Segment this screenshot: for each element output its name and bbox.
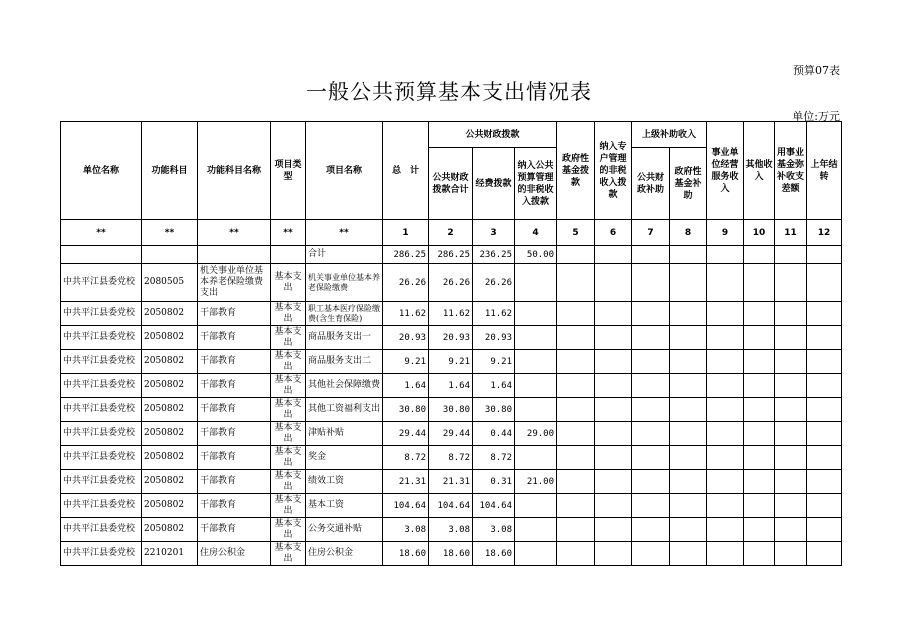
- cell-unit: 中共平江县委党校: [61, 326, 142, 350]
- empty-cell: [807, 398, 842, 422]
- header-total: 总 计: [383, 122, 429, 220]
- empty-cell: [707, 470, 744, 494]
- empty-cell: [744, 264, 775, 302]
- table-row: [61, 326, 842, 350]
- cell-type: 基本支出: [271, 470, 306, 494]
- empty-cell: [557, 326, 595, 350]
- empty-cell: [807, 326, 842, 350]
- header-gov-fund: 政府性基金拨款: [557, 122, 595, 220]
- table-row: [61, 264, 842, 302]
- empty-cell: [807, 302, 842, 326]
- index-cell: 8: [670, 220, 707, 246]
- cell-public-total: 104.64: [429, 494, 473, 518]
- empty-cell: [632, 422, 670, 446]
- empty-cell: [744, 326, 775, 350]
- empty-cell: [775, 374, 807, 398]
- empty-cell: [632, 494, 670, 518]
- total-public-total: 286.25: [429, 246, 473, 264]
- cell-name: 绩效工资: [306, 470, 383, 494]
- table-row: [61, 542, 842, 566]
- empty-cell: [557, 264, 595, 302]
- empty-cell: [744, 374, 775, 398]
- table-row: [61, 446, 842, 470]
- cell-public-total: 9.21: [429, 350, 473, 374]
- cell-func: 干部教育: [198, 518, 271, 542]
- cell-type: 基本支出: [271, 398, 306, 422]
- empty-cell: [775, 246, 807, 264]
- cell-non-tax: [515, 374, 557, 398]
- empty-cell: [807, 422, 842, 446]
- index-cell: 12: [807, 220, 842, 246]
- cell-code: [142, 246, 198, 264]
- cell-non-tax: 29.00: [515, 422, 557, 446]
- cell-total: 29.44: [383, 422, 429, 446]
- header-business-income: 事业单位经营服务收入: [707, 122, 744, 220]
- cell-public-total: 29.44: [429, 422, 473, 446]
- empty-cell: [744, 518, 775, 542]
- total-total: 286.25: [383, 246, 429, 264]
- cell-type: 基本支出: [271, 374, 306, 398]
- unit-label: 单位:万元: [792, 110, 840, 123]
- cell-func: 机关事业单位基本养老保险缴费支出: [198, 264, 271, 302]
- cell-name: 职工基本医疗保险缴费(含生育保险): [306, 302, 383, 326]
- cell-code: 2050802: [142, 518, 198, 542]
- cell-operating: 20.93: [473, 326, 515, 350]
- index-cell: **: [198, 220, 271, 246]
- empty-cell: [775, 398, 807, 422]
- header-special-non-tax: 纳入专户管理的非税收入拨款: [595, 122, 632, 220]
- table-row: [61, 398, 842, 422]
- empty-cell: [807, 518, 842, 542]
- empty-cell: [744, 446, 775, 470]
- empty-cell: [807, 350, 842, 374]
- empty-cell: [670, 374, 707, 398]
- cell-non-tax: [515, 350, 557, 374]
- empty-cell: [670, 470, 707, 494]
- table-row: [61, 422, 842, 446]
- cell-func: 干部教育: [198, 326, 271, 350]
- empty-cell: [557, 398, 595, 422]
- cell-operating: 0.44: [473, 422, 515, 446]
- cell-operating: 9.21: [473, 350, 515, 374]
- cell-unit: 中共平江县委党校: [61, 422, 142, 446]
- cell-code: 2050802: [142, 326, 198, 350]
- empty-cell: [632, 350, 670, 374]
- cell-operating: 3.08: [473, 518, 515, 542]
- index-cell: 3: [473, 220, 515, 246]
- cell-unit: 中共平江县委党校: [61, 398, 142, 422]
- empty-cell: [595, 398, 632, 422]
- cell-name: 基本工资: [306, 494, 383, 518]
- cell-public-total: 1.64: [429, 374, 473, 398]
- empty-cell: [632, 264, 670, 302]
- cell-func: 干部教育: [198, 398, 271, 422]
- header-item-name: 项目名称: [306, 122, 383, 220]
- cell-code: 2050802: [142, 398, 198, 422]
- cell-code: 2050802: [142, 422, 198, 446]
- cell-non-tax: [515, 542, 557, 566]
- empty-cell: [595, 350, 632, 374]
- cell-name: 津贴补贴: [306, 422, 383, 446]
- empty-cell: [744, 350, 775, 374]
- empty-cell: [707, 542, 744, 566]
- table-row: [61, 494, 842, 518]
- cell-func: 干部教育: [198, 446, 271, 470]
- header-public-fiscal-total: 公共财政拨款合计: [429, 148, 473, 220]
- cell-func: 干部教育: [198, 302, 271, 326]
- empty-cell: [670, 422, 707, 446]
- cell-code: 2050802: [142, 302, 198, 326]
- empty-cell: [775, 302, 807, 326]
- cell-total: 11.62: [383, 302, 429, 326]
- cell-operating: 0.31: [473, 470, 515, 494]
- cell-unit: 中共平江县委党校: [61, 302, 142, 326]
- index-cell: 11: [775, 220, 807, 246]
- cell-name: 机关事业单位基本养老保险缴费: [306, 264, 383, 302]
- cell-func: 干部教育: [198, 374, 271, 398]
- total-operating: 236.25: [473, 246, 515, 264]
- empty-cell: [775, 470, 807, 494]
- empty-cell: [595, 518, 632, 542]
- cell-unit: 中共平江县委党校: [61, 518, 142, 542]
- empty-cell: [632, 542, 670, 566]
- empty-cell: [632, 446, 670, 470]
- empty-cell: [707, 446, 744, 470]
- empty-cell: [707, 494, 744, 518]
- empty-cell: [595, 542, 632, 566]
- empty-cell: [744, 302, 775, 326]
- cell-total: 8.72: [383, 446, 429, 470]
- cell-unit: 中共平江县委党校: [61, 264, 142, 302]
- empty-cell: [670, 542, 707, 566]
- budget-table: [60, 121, 842, 566]
- empty-cell: [557, 446, 595, 470]
- empty-cell: [557, 494, 595, 518]
- cell-func: 干部教育: [198, 422, 271, 446]
- cell-non-tax: [515, 494, 557, 518]
- empty-cell: [775, 264, 807, 302]
- empty-cell: [595, 326, 632, 350]
- cell-public-total: 11.62: [429, 302, 473, 326]
- cell-func: 干部教育: [198, 470, 271, 494]
- cell-unit: [61, 246, 142, 264]
- cell-type: 基本支出: [271, 446, 306, 470]
- index-cell: **: [306, 220, 383, 246]
- empty-cell: [775, 350, 807, 374]
- cell-total: 30.80: [383, 398, 429, 422]
- index-row: [61, 220, 842, 246]
- table-row: [61, 518, 842, 542]
- index-cell: 10: [744, 220, 775, 246]
- cell-non-tax: [515, 302, 557, 326]
- empty-cell: [707, 246, 744, 264]
- empty-cell: [557, 518, 595, 542]
- total-label: 合计: [306, 246, 383, 264]
- cell-operating: 104.64: [473, 494, 515, 518]
- empty-cell: [707, 302, 744, 326]
- cell-operating: 8.72: [473, 446, 515, 470]
- empty-cell: [807, 542, 842, 566]
- cell-public-total: 20.93: [429, 326, 473, 350]
- cell-public-total: 30.80: [429, 398, 473, 422]
- cell-unit: 中共平江县委党校: [61, 494, 142, 518]
- empty-cell: [595, 302, 632, 326]
- cell-type: 基本支出: [271, 264, 306, 302]
- empty-cell: [557, 302, 595, 326]
- cell-code: 2050802: [142, 470, 198, 494]
- header-reserve-fund: 用事业基金弥补收支差额: [775, 122, 807, 220]
- cell-unit: 中共平江县委党校: [61, 542, 142, 566]
- header-upper-subsidy: 上级补助收入: [632, 122, 707, 148]
- cell-name: 商品服务支出一: [306, 326, 383, 350]
- empty-cell: [670, 302, 707, 326]
- empty-cell: [632, 398, 670, 422]
- cell-name: 公务交通补贴: [306, 518, 383, 542]
- empty-cell: [670, 398, 707, 422]
- form-number: 预算07表: [793, 64, 840, 77]
- cell-operating: 18.60: [473, 542, 515, 566]
- cell-public-total: 3.08: [429, 518, 473, 542]
- empty-cell: [744, 542, 775, 566]
- cell-type: 基本支出: [271, 302, 306, 326]
- cell-non-tax: [515, 518, 557, 542]
- empty-cell: [807, 264, 842, 302]
- cell-type: 基本支出: [271, 542, 306, 566]
- index-cell: **: [271, 220, 306, 246]
- cell-non-tax: 21.00: [515, 470, 557, 494]
- empty-cell: [707, 350, 744, 374]
- cell-total: 1.64: [383, 374, 429, 398]
- empty-cell: [775, 542, 807, 566]
- empty-cell: [775, 518, 807, 542]
- empty-cell: [595, 494, 632, 518]
- empty-cell: [632, 302, 670, 326]
- cell-name: 商品服务支出二: [306, 350, 383, 374]
- empty-cell: [595, 246, 632, 264]
- cell-func: 干部教育: [198, 350, 271, 374]
- empty-cell: [632, 374, 670, 398]
- empty-cell: [744, 494, 775, 518]
- empty-cell: [557, 422, 595, 446]
- cell-operating: 26.26: [473, 264, 515, 302]
- cell-type: 基本支出: [271, 422, 306, 446]
- cell-name: 奖金: [306, 446, 383, 470]
- table-row: [61, 374, 842, 398]
- cell-unit: 中共平江县委党校: [61, 470, 142, 494]
- empty-cell: [595, 422, 632, 446]
- cell-type: [271, 246, 306, 264]
- header-func-code: 功能科目: [142, 122, 198, 220]
- empty-cell: [775, 446, 807, 470]
- empty-cell: [744, 398, 775, 422]
- cell-code: 2050802: [142, 374, 198, 398]
- header-item-type: 项目类型: [271, 122, 306, 220]
- cell-public-total: 26.26: [429, 264, 473, 302]
- table-row: [61, 350, 842, 374]
- empty-cell: [670, 246, 707, 264]
- empty-cell: [707, 326, 744, 350]
- empty-cell: [557, 246, 595, 264]
- empty-cell: [595, 470, 632, 494]
- empty-cell: [807, 470, 842, 494]
- cell-type: 基本支出: [271, 326, 306, 350]
- cell-unit: 中共平江县委党校: [61, 446, 142, 470]
- cell-func: 干部教育: [198, 494, 271, 518]
- cell-non-tax: [515, 264, 557, 302]
- empty-cell: [707, 518, 744, 542]
- empty-cell: [707, 422, 744, 446]
- cell-public-total: 8.72: [429, 446, 473, 470]
- header-upper-gov-fund: 政府性基金补助: [670, 148, 707, 220]
- cell-name: 住房公积金: [306, 542, 383, 566]
- index-cell: **: [142, 220, 198, 246]
- empty-cell: [775, 326, 807, 350]
- cell-non-tax: [515, 326, 557, 350]
- cell-total: 9.21: [383, 350, 429, 374]
- index-cell: 2: [429, 220, 473, 246]
- header-other-income: 其他收入: [744, 122, 775, 220]
- cell-operating: 1.64: [473, 374, 515, 398]
- empty-cell: [807, 494, 842, 518]
- cell-func: [198, 246, 271, 264]
- header-unit-name: 单位名称: [61, 122, 142, 220]
- index-cell: 9: [707, 220, 744, 246]
- cell-func: 住房公积金: [198, 542, 271, 566]
- index-cell: 1: [383, 220, 429, 246]
- cell-type: 基本支出: [271, 494, 306, 518]
- index-cell: 6: [595, 220, 632, 246]
- header-upper-public: 公共财政补助: [632, 148, 670, 220]
- cell-name: 其他社会保障缴费: [306, 374, 383, 398]
- cell-code: 2050802: [142, 350, 198, 374]
- empty-cell: [632, 326, 670, 350]
- empty-cell: [744, 246, 775, 264]
- header-non-tax: 纳入公共预算管理的非税收入拨款: [515, 148, 557, 220]
- page-title: 一般公共预算基本支出情况表: [306, 80, 592, 104]
- cell-type: 基本支出: [271, 350, 306, 374]
- cell-public-total: 21.31: [429, 470, 473, 494]
- cell-unit: 中共平江县委党校: [61, 350, 142, 374]
- cell-operating: 11.62: [473, 302, 515, 326]
- empty-cell: [744, 470, 775, 494]
- empty-cell: [595, 446, 632, 470]
- empty-cell: [557, 542, 595, 566]
- index-cell: **: [61, 220, 142, 246]
- empty-cell: [807, 246, 842, 264]
- empty-cell: [595, 264, 632, 302]
- cell-non-tax: [515, 446, 557, 470]
- empty-cell: [707, 398, 744, 422]
- header-public-fiscal: 公共财政拨款: [429, 122, 557, 148]
- empty-cell: [807, 446, 842, 470]
- cell-type: 基本支出: [271, 518, 306, 542]
- empty-cell: [807, 374, 842, 398]
- empty-cell: [557, 470, 595, 494]
- index-cell: 5: [557, 220, 595, 246]
- empty-cell: [670, 326, 707, 350]
- empty-cell: [670, 494, 707, 518]
- table-row: [61, 302, 842, 326]
- cell-name: 其他工资福利支出: [306, 398, 383, 422]
- empty-cell: [775, 422, 807, 446]
- cell-code: 2050802: [142, 494, 198, 518]
- empty-cell: [670, 518, 707, 542]
- cell-code: 2050802: [142, 446, 198, 470]
- total-row: [61, 246, 842, 264]
- cell-unit: 中共平江县委党校: [61, 374, 142, 398]
- header-carryover: 上年结转: [807, 122, 842, 220]
- cell-public-total: 18.60: [429, 542, 473, 566]
- header-operating: 经费拨款: [473, 148, 515, 220]
- empty-cell: [707, 264, 744, 302]
- table-row: [61, 470, 842, 494]
- empty-cell: [557, 374, 595, 398]
- empty-cell: [707, 374, 744, 398]
- header-func-name: 功能科目名称: [198, 122, 271, 220]
- cell-code: 2080505: [142, 264, 198, 302]
- cell-total: 20.93: [383, 326, 429, 350]
- empty-cell: [670, 264, 707, 302]
- cell-total: 104.64: [383, 494, 429, 518]
- empty-cell: [670, 446, 707, 470]
- cell-code: 2210201: [142, 542, 198, 566]
- index-cell: 7: [632, 220, 670, 246]
- empty-cell: [632, 246, 670, 264]
- empty-cell: [670, 350, 707, 374]
- empty-cell: [775, 494, 807, 518]
- cell-operating: 30.80: [473, 398, 515, 422]
- cell-non-tax: [515, 398, 557, 422]
- empty-cell: [744, 422, 775, 446]
- cell-total: 26.26: [383, 264, 429, 302]
- cell-total: 3.08: [383, 518, 429, 542]
- empty-cell: [557, 350, 595, 374]
- empty-cell: [632, 518, 670, 542]
- cell-total: 18.60: [383, 542, 429, 566]
- index-cell: 4: [515, 220, 557, 246]
- total-non-tax: 50.00: [515, 246, 557, 264]
- empty-cell: [632, 470, 670, 494]
- empty-cell: [595, 374, 632, 398]
- cell-total: 21.31: [383, 470, 429, 494]
